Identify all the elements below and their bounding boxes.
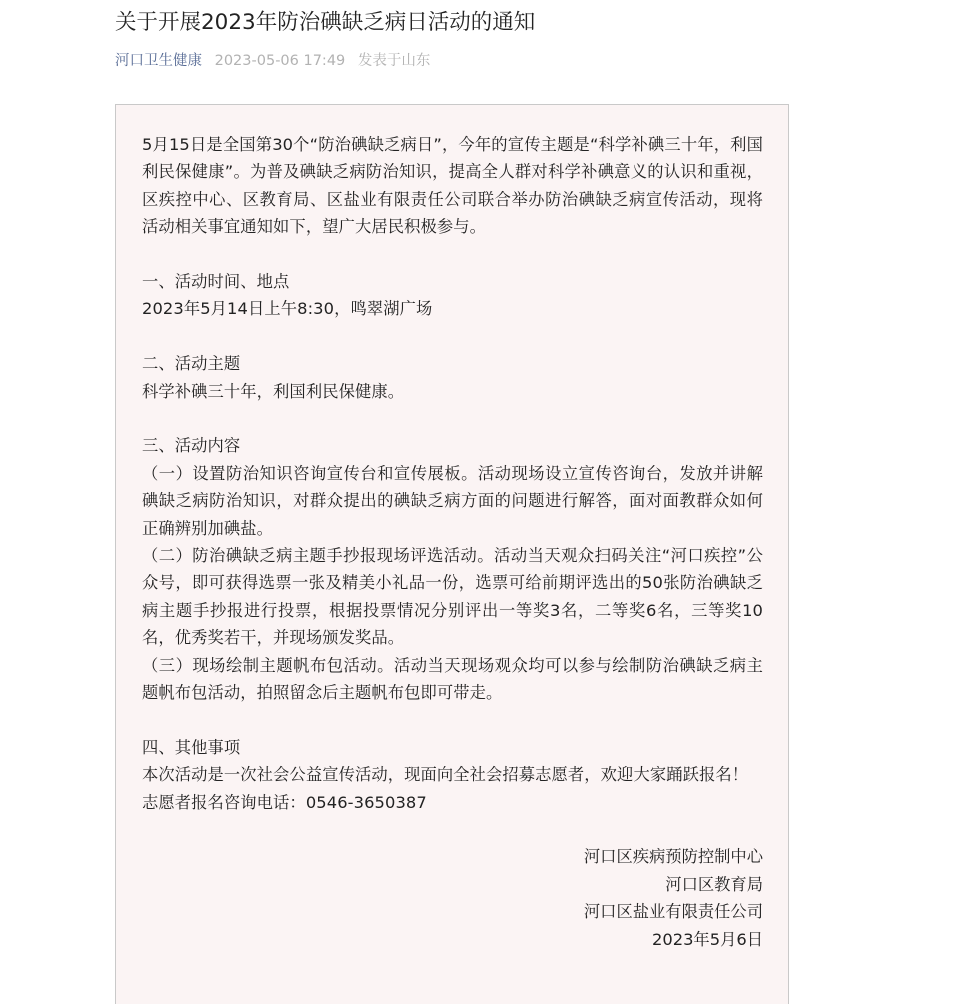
notice-content-box [115,104,789,1004]
article-title: 关于开展2023年防治碘缺乏病日活动的通知 [115,10,536,35]
volunteer-phone: 志愿者报名咨询电话：0546-3650387 [142,792,427,812]
signature-org-education: 河口区教育局 [665,874,763,894]
section2-text: 科学补碘三十年，利国利民保健康。 [142,381,405,401]
signature-date: 2023年5月6日 [652,929,763,949]
section4-heading: 四、其他事项 [142,737,241,757]
article-meta [115,51,430,71]
paragraph-gap [142,323,763,350]
section1-text: 2023年5月14日上午8:30，鸣翠湖广场 [142,299,433,319]
section3-item1: （一）设置防治知识咨询宣传台和宣传展板。活动现场设立宣传咨询台，发放并讲解碘缺乏病防治知识，对群众提出的碘缺乏病方面的问题进行解答，面对面教群众如何正确辨别加碘盐。 [142,463,763,538]
paragraph-gap [142,816,763,843]
paragraph-gap [142,405,763,432]
publish-location: 发表于山东 [357,53,431,69]
publish-time: 2023-05-06 17:49 [214,53,346,69]
section3-item3: （三）现场绘制主题帆布包活动。活动当天现场观众均可以参与绘制防治碘缺乏病主题帆布包活动，拍照留念后主题帆布包即可带走。 [142,655,763,703]
signature-org-cdc: 河口区疾病预防控制中心 [583,847,763,867]
signature-org-salt: 河口区盐业有限责任公司 [583,902,763,922]
signature-block [142,843,763,953]
section3-heading: 三、活动内容 [142,436,241,456]
paragraph-gap [142,241,763,268]
section1-heading: 一、活动时间、地点 [142,272,290,292]
paragraph-gap [142,706,763,733]
intro-paragraph: 5月15日是全国第30个“防治碘缺乏病日”，今年的宣传主题是“科学补碘三十年，利国利民保健康”。为普及碘缺乏病防治知识，提高全人群对科学补碘意义的认识和重视，区疾控中心、区教育局、区盐业有限责任公司联合举办防治碘缺乏病宣传活动，现将活动相关事宜通知如下，望广大居民积极参与。 [142,135,763,237]
section4-text: 本次活动是一次社会公益宣传活动，现面向全社会招募志愿者，欢迎大家踊跃报名！ [142,765,749,785]
account-name-link[interactable]: 河口卫生健康 [115,53,202,69]
section3-item2: （二）防治碘缺乏病主题手抄报现场评选活动。活动当天观众扫码关注“河口疾控”公众号，即可获得选票一张及精美小礼品一份，选票可给前期评选出的50张防治碘缺乏病主题手抄报进行投票，根据投票情况分别评出一等奖3名，二等奖6名，三等奖10名，优秀奖若干，并现场颁发奖品。 [142,546,763,648]
section2-heading: 二、活动主题 [142,354,241,374]
